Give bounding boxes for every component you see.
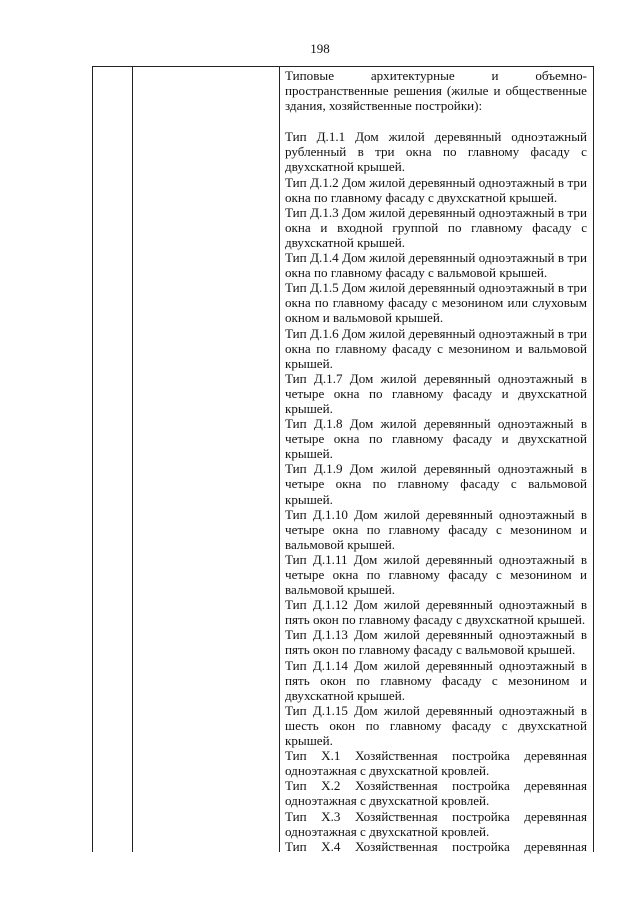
list-item: Тип Х.3 Хозяйственная постройка деревянная одноэтажная с двухскатной кровлей. <box>285 808 587 839</box>
list-item: Тип Д.1.7 Дом жилой деревянный одноэтажный в четыре окна по главному фасаду и двухскатной крышей. <box>285 370 587 416</box>
list-item: Тип Д.1.5 Дом жилой деревянный одноэтажный в три окна по главному фасаду с мезонином или слуховым окном и вальмовой крышей. <box>285 280 587 326</box>
list-item: Тип Д.1.3 Дом жилой деревянный одноэтажный в три окна и входной группой по главному фасаду с двухскатной крышей. <box>285 204 587 250</box>
list-item: Тип Д.1.10 Дом жилой деревянный одноэтажный в четыре окна по главному фасаду с мезонином и вальмовой крышей. <box>285 506 587 552</box>
list-item: Тип Х.1 Хозяйственная постройка деревянная одноэтажная с двухскатной кровлей. <box>285 748 587 779</box>
list-item: Тип Д.1.9 Дом жилой деревянный одноэтажный в четыре окна по главному фасаду с вальмовой крышей. <box>285 461 587 507</box>
column-divider-1 <box>132 67 133 852</box>
list-item: Тип Д.1.12 Дом жилой деревянный одноэтажный в пять окон по главному фасаду с двухскатной крышей. <box>285 597 587 628</box>
column-divider-2 <box>279 67 280 852</box>
spacer <box>285 113 587 129</box>
list-item: Тип Х.4 Хозяйственная постройка деревянная <box>285 838 587 854</box>
list-item: Тип Д.1.1 Дом жилой деревянный одноэтажный рубленный в три окна по главному фасаду с двухскатной крышей. <box>285 129 587 175</box>
list-item: Тип Д.1.11 Дом жилой деревянный одноэтажный в четыре окна по главному фасаду с мезонином и вальмовой крышей. <box>285 551 587 598</box>
list-item: Тип Д.1.13 Дом жилой деревянный одноэтажный в пять окон по главному фасаду с вальмовой крышей. <box>285 627 587 658</box>
list-item: Тип Д.1.2 Дом жилой деревянный одноэтажный в три окна по главному фасаду с двухскатной крышей. <box>285 174 587 205</box>
list-item: Тип Д.1.8 Дом жилой деревянный одноэтажный в четыре окна по главному фасаду и двухскатной крышей. <box>285 416 587 462</box>
table-cell-content <box>285 68 587 854</box>
list-item: Тип Д.1.15 Дом жилой деревянный одноэтажный в шесть окон по главному фасаду с двухскатной крышей. <box>285 702 587 749</box>
page-number: 198 <box>310 41 330 56</box>
list-item: Тип Д.1.14 Дом жилой деревянный одноэтажный в пять окон по главному фасаду с мезонином и двухскатной крышей. <box>285 657 587 703</box>
list-item: Тип Д.1.6 Дом жилой деревянный одноэтажный в три окна по главному фасаду с мезонином и вальмовой крышей. <box>285 325 587 371</box>
list-item: Тип Д.1.4 Дом жилой деревянный одноэтажный в три окна по главному фасаду с вальмовой крышей. <box>285 250 587 281</box>
intro-paragraph: Типовые архитектурные и объемно-пространственные решения (жилые и общественные здания, хозяйственные постройки): <box>285 68 587 114</box>
list-item: Тип Х.2 Хозяйственная постройка деревянная одноэтажная с двухскатной кровлей. <box>285 778 587 809</box>
